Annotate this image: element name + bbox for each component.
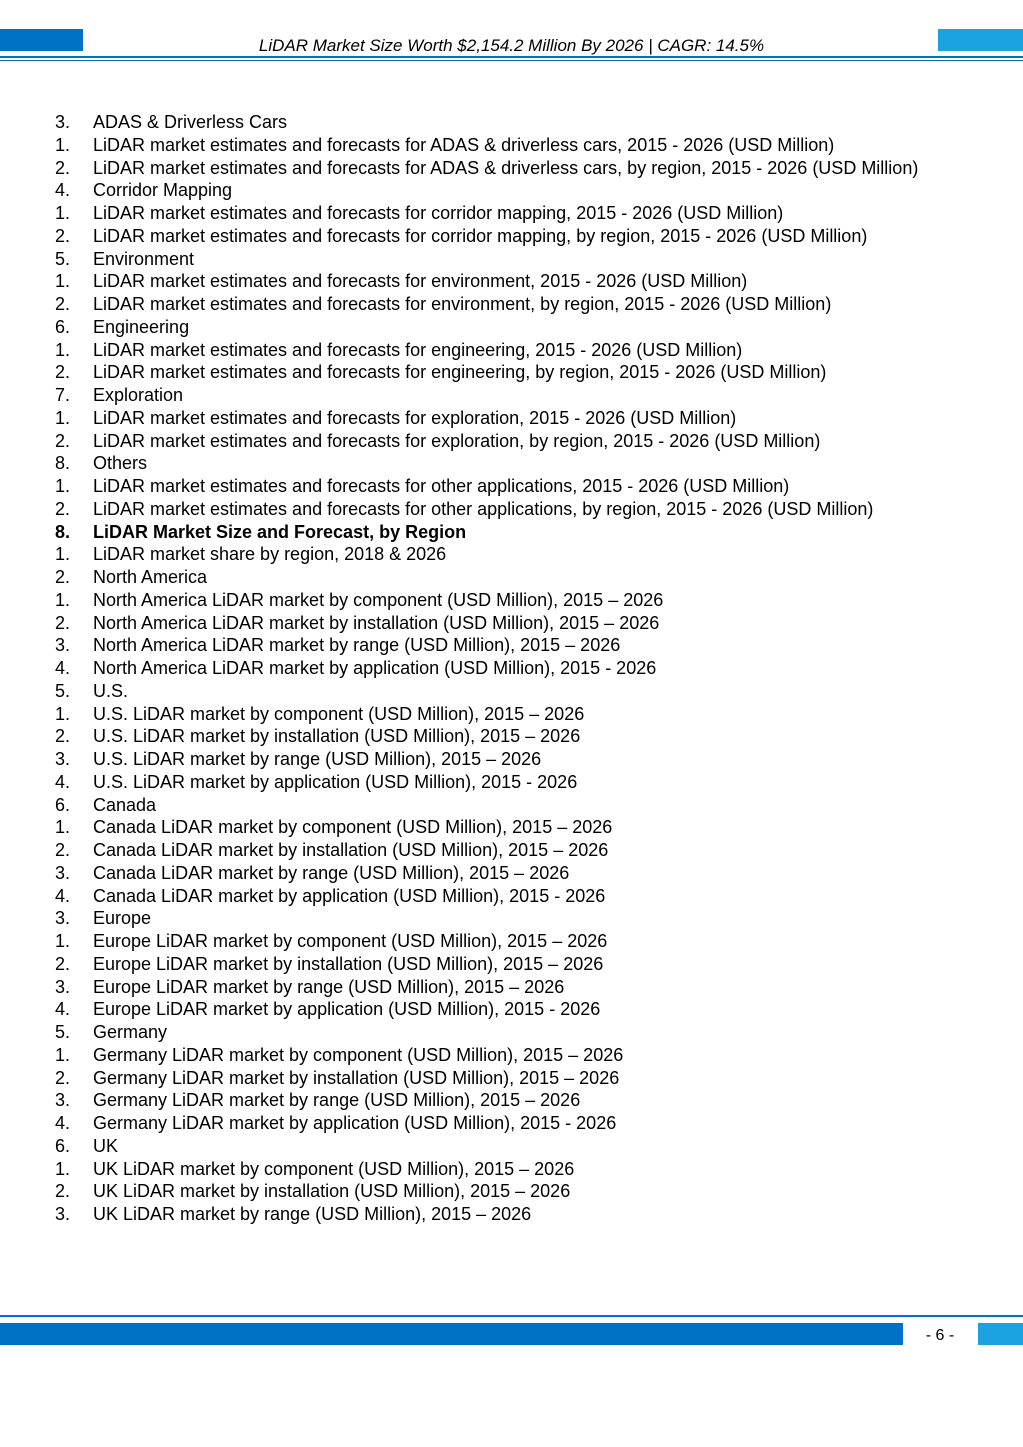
list-item-number: 3.: [55, 749, 71, 769]
list-item-text: LiDAR market estimates and forecasts for environment, by region, 2015 - 2026 (USD Million): [93, 294, 832, 314]
list-item: [55, 225, 925, 248]
list-item-text: Others: [93, 453, 148, 474]
list-item: [55, 270, 925, 293]
list-item-text: Europe LiDAR market by application (USD Million), 2015 - 2026: [93, 999, 601, 1020]
list-item-text: U.S. LiDAR market by range (USD Million), 2015 – 2026: [93, 749, 542, 769]
list-item: [55, 134, 925, 157]
list-item-text: LiDAR market estimates and forecasts for exploration, 2015 - 2026 (USD Million): [93, 407, 737, 428]
list-item-number: 4.: [55, 658, 71, 678]
list-item-text: UK: [93, 1135, 119, 1156]
list-item: [55, 1135, 925, 1158]
list-item-number: 4.: [55, 885, 71, 906]
list-item-number: 3.: [55, 1204, 71, 1224]
list-item-number: 3.: [55, 1090, 71, 1111]
list-item-number: 5.: [55, 680, 71, 701]
footer-rule: [0, 1315, 1023, 1317]
list-item: [55, 1158, 925, 1181]
list-item: [55, 1180, 925, 1203]
list-item-number: 2.: [55, 567, 71, 587]
list-item-text: LiDAR market estimates and forecasts for other applications, 2015 - 2026 (USD Million): [93, 476, 790, 496]
list-item-text: U.S. LiDAR market by application (USD Million), 2015 - 2026: [93, 771, 578, 792]
list-item: [55, 703, 925, 726]
list-item-text: Europe LiDAR market by component (USD Million), 2015 – 2026: [93, 931, 608, 951]
list-item: [55, 1089, 925, 1112]
list-item-number: 4.: [55, 1113, 71, 1133]
list-item-text: LiDAR market share by region, 2018 & 2026: [93, 544, 447, 565]
list-item-text: North America LiDAR market by range (USD Million), 2015 – 2026: [93, 635, 621, 656]
list-item-text: UK LiDAR market by component (USD Million), 2015 – 2026: [93, 1158, 575, 1179]
list-item-number: 1.: [55, 931, 71, 951]
list-item: [55, 543, 925, 566]
list-item-text: Canada LiDAR market by application (USD Million), 2015 - 2026: [93, 885, 606, 906]
list-item-text: Germany LiDAR market by installation (USD Million), 2015 – 2026: [93, 1067, 620, 1088]
list-item: [55, 748, 925, 771]
list-item-number: 2.: [55, 953, 71, 974]
list-item-number: 6.: [55, 1135, 71, 1156]
list-item-number: 2.: [55, 1181, 71, 1202]
list-item-number: 1.: [55, 271, 71, 292]
list-item: [55, 566, 925, 589]
list-item-number: 2.: [55, 430, 71, 451]
list-item-text: Germany: [93, 1022, 168, 1042]
list-item-text: LiDAR market estimates and forecasts for ADAS & driverless cars, 2015 - 2026 (USD Million): [93, 134, 835, 155]
list-item: [55, 293, 925, 316]
list-item-number: 2.: [55, 840, 71, 860]
list-item-text: Canada LiDAR market by installation (USD Million), 2015 – 2026: [93, 840, 609, 860]
list-item: [55, 839, 925, 862]
list-item-text: Europe LiDAR market by range (USD Million), 2015 – 2026: [93, 976, 565, 997]
list-item-number: 1.: [55, 544, 71, 565]
table-of-contents-list: [55, 111, 925, 1226]
list-item-text: Europe LiDAR market by installation (USD Million), 2015 – 2026: [93, 953, 604, 974]
list-item: [55, 1021, 925, 1044]
list-item: [55, 725, 925, 748]
page-number: - 6 -: [925, 1327, 955, 1344]
list-item-text: North America LiDAR market by installation (USD Million), 2015 – 2026: [93, 612, 660, 633]
list-item-number: 3.: [55, 635, 71, 656]
list-item-number: 4.: [55, 180, 71, 201]
list-item: [55, 407, 925, 430]
list-item: [55, 316, 925, 339]
list-item-text: Germany LiDAR market by application (USD Million), 2015 - 2026: [93, 1113, 617, 1133]
list-item: [55, 612, 925, 635]
list-item: [55, 771, 925, 794]
list-item-number: 2.: [55, 726, 71, 747]
list-item: [55, 384, 925, 407]
list-item: [55, 157, 925, 180]
list-item-number: 2.: [55, 362, 71, 383]
list-item: [55, 634, 925, 657]
list-item-number: 1.: [55, 134, 71, 155]
list-item: [55, 862, 925, 885]
list-item-number: 8.: [55, 453, 71, 474]
list-item-text: North America LiDAR market by component (USD Million), 2015 – 2026: [93, 589, 664, 610]
list-item-number: 2.: [55, 612, 71, 633]
list-item: [55, 202, 925, 225]
list-item-text: LiDAR market estimates and forecasts for corridor mapping, 2015 - 2026 (USD Million): [93, 203, 784, 223]
list-item-text: Engineering: [93, 316, 190, 337]
list-item-text: ADAS & Driverless Cars: [93, 112, 288, 132]
list-item-text: LiDAR market estimates and forecasts for engineering, 2015 - 2026 (USD Million): [93, 339, 743, 360]
list-item: [55, 976, 925, 999]
list-item: [55, 1203, 925, 1226]
footer-accent-bar: [0, 1323, 903, 1345]
list-item-number: 2.: [55, 225, 71, 246]
list-item-number: 8.: [55, 521, 71, 542]
list-item: [55, 680, 925, 703]
list-item-number: 1.: [55, 589, 71, 610]
list-item-number: 1.: [55, 476, 71, 496]
list-item-text: Canada LiDAR market by range (USD Million), 2015 – 2026: [93, 862, 570, 883]
list-item-text: LiDAR market estimates and forecasts for other applications, by region, 2015 - 2026 (USD Million): [93, 498, 874, 519]
list-item-text: Exploration: [93, 385, 184, 405]
list-item-text: Germany LiDAR market by range (USD Million), 2015 – 2026: [93, 1090, 581, 1111]
list-item-text: LiDAR Market Size and Forecast, by Region: [93, 521, 467, 542]
list-item-number: 2.: [55, 1067, 71, 1088]
list-item: [55, 794, 925, 817]
list-item-text: U.S. LiDAR market by component (USD Million), 2015 – 2026: [93, 703, 585, 724]
list-item: [55, 339, 925, 362]
list-item-number: 5.: [55, 1022, 71, 1042]
list-item-number: 7.: [55, 385, 71, 405]
list-item-number: 1.: [55, 407, 71, 428]
list-item-number: 3.: [55, 976, 71, 997]
header-rule-thin: [0, 60, 1023, 61]
list-item-text: LiDAR market estimates and forecasts for corridor mapping, by region, 2015 - 2026 (USD Million): [93, 225, 868, 246]
list-item-number: 1.: [55, 703, 71, 724]
header-rule: [0, 56, 1023, 58]
list-item-text: Canada: [93, 794, 157, 815]
list-item-number: 1.: [55, 1158, 71, 1179]
list-item: [55, 816, 925, 839]
list-item-number: 3.: [55, 862, 71, 883]
list-item-number: 2.: [55, 294, 71, 314]
list-item-text: UK LiDAR market by range (USD Million), 2015 – 2026: [93, 1204, 532, 1224]
list-item-number: 3.: [55, 908, 71, 929]
list-item-number: 3.: [55, 112, 71, 132]
list-item: [55, 1067, 925, 1090]
list-item: [55, 361, 925, 384]
list-item: [55, 953, 925, 976]
list-item-number: 1.: [55, 1044, 71, 1065]
list-item: [55, 498, 925, 521]
list-item-text: LiDAR market estimates and forecasts for environment, 2015 - 2026 (USD Million): [93, 271, 748, 292]
list-item-number: 2.: [55, 157, 71, 178]
list-item-text: U.S.: [93, 680, 129, 701]
list-item-text: LiDAR market estimates and forecasts for engineering, by region, 2015 - 2026 (USD Million): [93, 362, 827, 383]
list-item-number: 4.: [55, 999, 71, 1020]
footer-accent-right: [978, 1323, 1023, 1345]
list-item: [55, 521, 925, 544]
list-item-number: 2.: [55, 498, 71, 519]
list-item-number: 4.: [55, 771, 71, 792]
list-item-text: U.S. LiDAR market by installation (USD Million), 2015 – 2026: [93, 726, 581, 747]
list-item-text: LiDAR market estimates and forecasts for ADAS & driverless cars, by region, 2015 - 2026 (USD Million): [93, 157, 919, 178]
list-item-text: Germany LiDAR market by component (USD Million), 2015 – 2026: [93, 1044, 624, 1065]
list-item: [55, 657, 925, 680]
list-item: [55, 930, 925, 953]
list-item-number: 6.: [55, 794, 71, 815]
list-item: [55, 998, 925, 1021]
list-item-text: LiDAR market estimates and forecasts for exploration, by region, 2015 - 2026 (USD Million): [93, 430, 821, 451]
list-item: [55, 1044, 925, 1067]
page-header-title: LiDAR Market Size Worth $2,154.2 Million By 2026 | CAGR: 14.5%: [258, 36, 765, 55]
list-item-number: 1.: [55, 817, 71, 838]
list-item: [55, 907, 925, 930]
list-item: [55, 475, 925, 498]
list-item: [55, 248, 925, 271]
list-item: [55, 589, 925, 612]
list-item: [55, 179, 925, 202]
list-item: [55, 885, 925, 908]
list-item-text: Environment: [93, 248, 195, 269]
list-item-number: 1.: [55, 339, 71, 360]
list-item-text: Europe: [93, 908, 152, 929]
list-item-text: North America: [93, 567, 208, 587]
list-item: [55, 452, 925, 475]
list-item-text: Canada LiDAR market by component (USD Million), 2015 – 2026: [93, 817, 613, 838]
list-item-number: 5.: [55, 248, 71, 269]
list-item-text: North America LiDAR market by application (USD Million), 2015 - 2026: [93, 658, 657, 678]
list-item-number: 1.: [55, 203, 71, 223]
list-item: [55, 430, 925, 453]
list-item-text: UK LiDAR market by installation (USD Million), 2015 – 2026: [93, 1181, 571, 1202]
list-item-text: Corridor Mapping: [93, 180, 233, 201]
list-item: [55, 111, 925, 134]
list-item: [55, 1112, 925, 1135]
list-item-number: 6.: [55, 316, 71, 337]
